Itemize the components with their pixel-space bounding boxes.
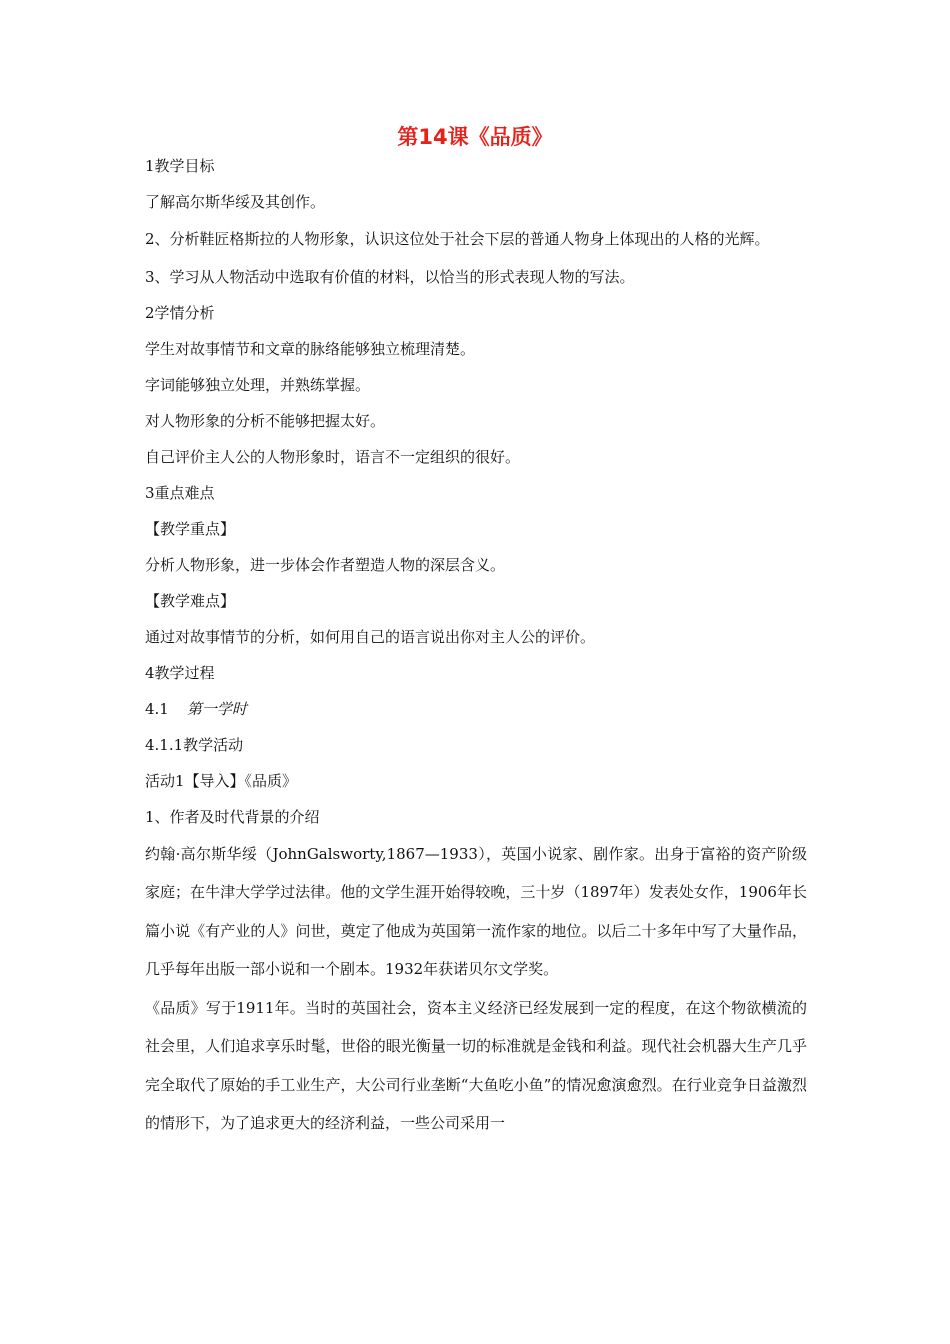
key-heading: 3重点难点: [145, 483, 215, 502]
author-heading: 1、作者及时代背景的介绍: [145, 807, 320, 826]
goals-heading: 1教学目标: [145, 157, 215, 175]
lesson-name: 第一学时: [186, 699, 247, 718]
goal-3: 3、学习从人物活动中选取有价值的材料，以恰当的形式表现人物的写法。: [145, 267, 635, 286]
analysis-heading: 2学情分析: [145, 303, 215, 322]
document-title: 第14课《品质》: [397, 125, 553, 149]
activity-1: 活动1【导入】《品质》: [145, 771, 298, 790]
key-label: 【教学重点】: [145, 519, 236, 538]
analysis-1: 学生对故事情节和文章的脉络能够独立梳理清楚。: [145, 339, 476, 358]
difficulty-label: 【教学难点】: [145, 591, 236, 610]
background-paragraph: 《品质》写于1911年。当时的英国社会，资本主义经济已经发展到一定的程度，在这个物欲横流的社会里，人们追求享乐时髦，世俗的眼光衡量一切的标准就是金钱和利益。现代社会机器大生产几乎完全取代了原始的手工业生产，大公司行业垄断“大鱼吃小鱼”的情况愈演愈烈。在行业竞争日益激烈的情形下，为了追求更大的经济利益，一些公司采用一: [145, 998, 807, 1132]
goal-2: 2、分析鞋匠格斯拉的人物形象，认识这位处于社会下层的普通人物身上体现出的人格的光辉。: [145, 230, 770, 248]
activity-section: 4.1.1教学活动: [145, 735, 244, 754]
lesson-heading: [145, 691, 807, 727]
difficulty-text: 通过对故事情节的分析，如何用自己的语言说出你对主人公的评价。: [145, 627, 596, 646]
analysis-3: 对人物形象的分析不能够把握太好。: [145, 411, 386, 430]
goal-1: 了解高尔斯华绥及其创作。: [145, 193, 326, 211]
key-text: 分析人物形象，进一步体会作者塑造人物的深层含义。: [145, 555, 506, 574]
process-heading: 4教学过程: [145, 663, 215, 682]
document-body: [145, 148, 807, 1143]
lesson-number: 4.1: [145, 699, 169, 718]
author-paragraph: 约翰·高尔斯华绥（JohnGalsworty,1867—1933），英国小说家、剧作家。出身于富裕的资产阶级家庭；在牛津大学学过法律。他的文学生涯开始得较晚，三十岁（1897年）发表处女作，1906年长篇小说《有产业的人》问世，奠定了他成为英国第一流作家的地位。以后二十多年中写了大量作品，几乎每年出版一部小说和一个剧本。1932年获诺贝尔文学奖。: [145, 844, 807, 978]
analysis-4: 自己评价主人公的人物形象时，语言不一定组织的很好。: [145, 447, 521, 466]
analysis-2: 字词能够独立处理，并熟练掌握。: [145, 375, 371, 394]
